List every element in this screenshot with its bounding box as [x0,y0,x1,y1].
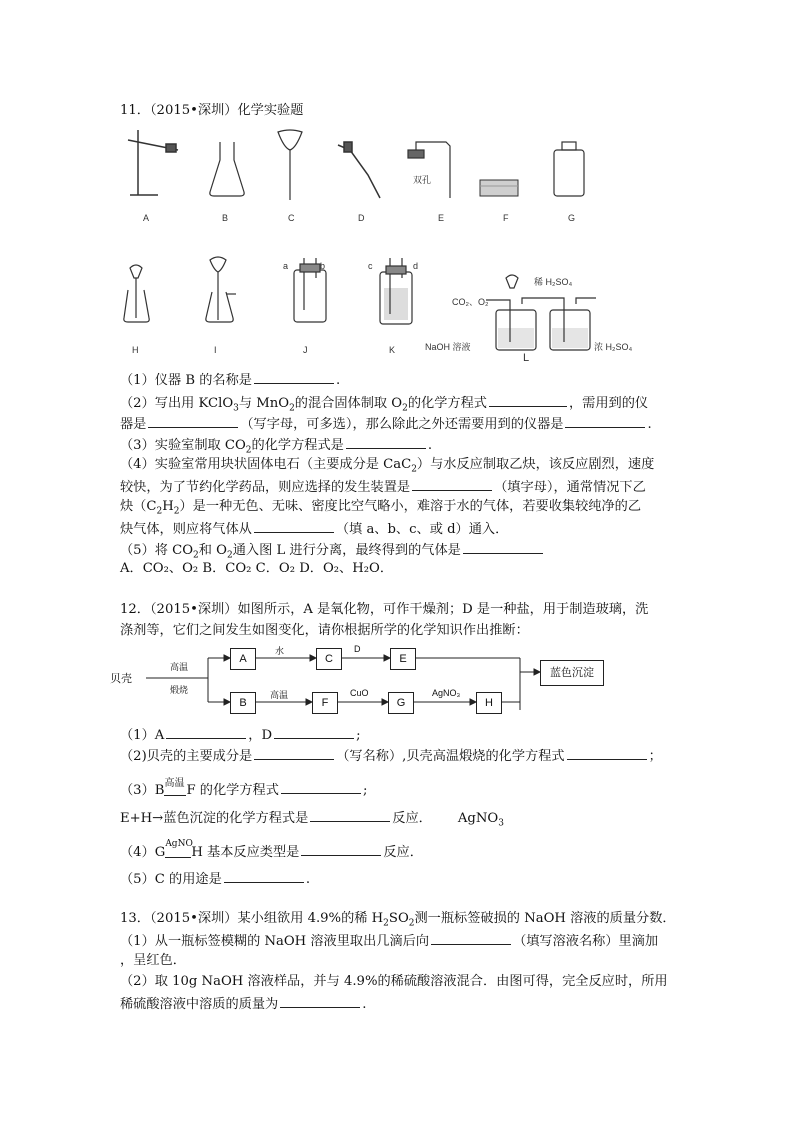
answer-blank[interactable] [166,725,246,739]
label-F: F [503,213,509,223]
label-D: D [358,213,365,223]
cuo-label: CuO [350,688,369,698]
port-c: c [368,261,373,271]
q11-s4-cont3: 炔气体，则应将气体从 （填 a、b、c、或 d）通入． [120,519,508,539]
agno3-label: AgNO₃ [432,688,461,698]
box-A: A [230,648,256,670]
box-G: G [388,692,414,714]
q12-line2: 涤剂等，它们之间发生如图变化，请你根据所学的化学知识作出推断： [120,623,529,638]
box-E: E [390,648,416,670]
q13-line1: 13．（2015•深圳）某小组欲用 4.9%的稀 $H_2SO_2$测一瓶标签破损的 NaOH 溶液的质量分数． [120,911,676,929]
q12-s1: （1）A ，D ; [120,725,361,745]
reaction-flow-diagram [110,644,630,725]
label-K: K [389,345,396,355]
port-d: d [413,261,419,271]
flask-with-funnel-I [206,257,236,322]
q12-s4: （4）G AgNO H 基本反应类型是 反应． [120,839,423,860]
port-b: b [320,261,326,271]
two-hole-stopper-figure [408,142,450,198]
label-B: B [222,213,229,223]
water-label: 水 [275,646,285,656]
label-dilute-acid: 稀 H₂SO₄ [534,277,573,287]
q11-s3: （3）实验室制取 $CO_2$的化学方程式是 . [120,435,432,460]
label-E: E [438,213,445,223]
q12-s5: （5）C 的用途是 . [120,869,310,889]
answer-blank[interactable] [274,725,354,739]
label-H: H [132,345,139,355]
gaowen-label: 高温 [170,662,189,672]
label-A: A [143,213,150,223]
answer-blank[interactable] [463,540,543,554]
label-I: I [214,345,217,355]
answer-blank[interactable] [280,994,360,1008]
label-J: J [303,345,308,355]
q11-options: A．CO₂、O₂ B．CO₂ C．O₂ D．O₂、H₂O． [120,561,394,576]
apparatus-row-2 [118,238,638,353]
q12-s2: （2)贝壳的主要成分是 （写名称）,贝壳高温煅烧的化学方程式 ； [120,746,662,766]
q11-s4-cont2: 炔$(C_2H_2)$是一种无色、无味、密度比空气略小，难溶于水的气体，若要收集较纯净的乙 [120,499,642,517]
box-B: B [230,692,256,714]
q11-title: 11．（2015•深圳）化学实验题 [120,103,304,118]
q13-s2-cont: 稀硫酸溶液中溶质的质量为 . [120,994,366,1014]
q11-s4-cont: 较快，为了节约化学药品，则应选择的发生装置是 （填字母），通常情况下乙 [120,477,646,497]
answer-blank[interactable] [148,414,238,428]
q11-s5: （5）将 $CO_2$和 $O_2$通入图 L 进行分离，最终得到的气体是 [120,540,545,565]
conical-flask-figure [210,142,244,196]
answer-blank[interactable] [254,519,334,533]
flask-with-funnel-H [124,265,149,322]
bent-tube-figure [338,142,380,198]
answer-blank[interactable] [254,746,334,760]
box-blue-precipitate: 蓝色沉淀 [540,660,604,686]
q13-s2: （2）取 10g NaOH 溶液样品，并与 4.9%的稀硫酸溶液混合．由图可得，完全反应时，所用 [120,974,668,989]
trough-figure [480,180,518,196]
box-C: C [316,648,342,670]
wash-bottle-K [380,258,412,324]
gas-bottle-figure [554,142,584,196]
box-H: H [476,692,502,714]
funnel-figure [278,130,302,200]
answer-blank[interactable] [489,393,567,407]
answer-blank[interactable] [224,869,304,883]
gaowen2-label: 高温 [270,690,289,700]
label-L: L [523,352,530,364]
start-shell: 贝壳 [110,673,132,685]
q11-s1: （1）仪器 B 的名称是 . [120,370,340,390]
q12-s3: （3）B 高温 F 的化学方程式 ; [120,778,368,798]
q12-line1: 12．（2015•深圳）如图所示，A 是氧化物，可作干燥剂；D 是一种盐，用于制造玻璃，洗 [120,602,649,617]
answer-blank[interactable] [346,435,426,449]
q11-s2: （2）写出用 KClO$_3$与 MnO$_2$的混合固体制取 $O_2$的化学方程式 ，需用到的仪 [120,393,648,418]
q11-s4: （4）实验室常用块状固体电石（主要成分是 CaC$_2$）与水反应制取乙炔，该反应剧烈，速度 [120,457,655,475]
port-a: a [283,261,289,271]
label-conc-acid: 浓 H₂SO₄ [594,342,633,352]
answer-blank[interactable] [567,746,647,760]
agno3-arrow: AgNO [165,847,191,858]
duanshao-label: 煅烧 [170,685,189,695]
q12-e-h: E+H→蓝色沉淀的化学方程式是 反应． AgNO$_3$ [120,808,504,833]
gaowen-arrow: 高温 [164,785,186,796]
label-C: C [288,213,295,223]
label-two-hole: 双孔 [413,175,432,185]
label-inlet-gases: CO₂、O₂ [452,297,489,307]
answer-blank[interactable] [254,370,334,384]
q13-s1-cont: ，呈红色． [120,953,186,968]
q13-s1: （1）从一瓶标签模糊的 NaOH 溶液里取出几滴后向 （填写溶液名称）里滴加 [120,931,658,951]
answer-blank[interactable] [431,931,511,945]
d-label: D [354,644,361,654]
label-G: G [568,213,576,223]
label-naoh: NaOH 溶液 [425,342,471,352]
iron-stand-figure [128,130,178,195]
answer-blank[interactable] [310,808,390,822]
answer-blank[interactable] [281,780,361,794]
box-F: F [312,692,338,714]
answer-blank[interactable] [565,414,645,428]
answer-blank[interactable] [412,477,492,491]
answer-blank[interactable] [301,842,381,856]
q11-s2-cont: 器是 （写字母，可多选），那么除此之外还需要用到的仪器是 . [120,414,652,434]
